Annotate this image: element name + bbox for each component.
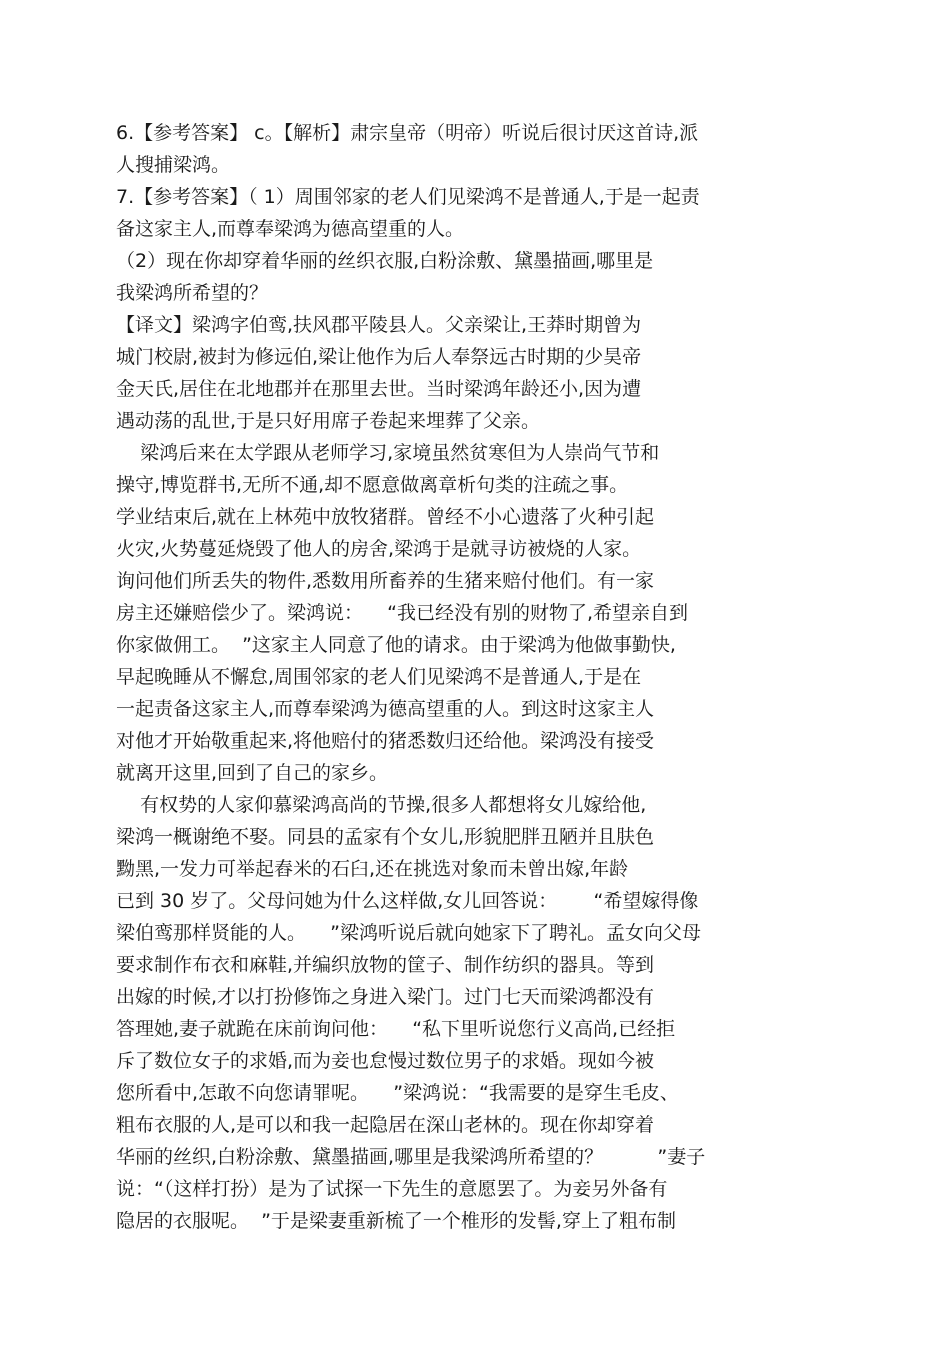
text-line: 对他才开始敬重起来,将他赔付的猪悉数归还给他。梁鸿没有接受: [116, 730, 655, 752]
text-line: 要求制作布衣和麻鞋,并编织放物的筐子、制作纺织的器具。等到: [116, 954, 655, 976]
text-line: 粗布衣服的人,是可以和我一起隐居在深山老林的。现在你却穿着: [116, 1114, 655, 1136]
text-line: 您所看中,怎敢不向您请罪呢。 ”梁鸿说：“我需要的是穿生毛皮、: [116, 1082, 679, 1104]
text-line: （2）现在你却穿着华丽的丝织衣服,白粉涂敷、黛墨描画,哪里是: [116, 250, 654, 272]
text-line: 【译文】梁鸿字伯鸾,扶风郡平陵县人。父亲梁让,王莽时期曾为: [116, 314, 642, 336]
text-line: 就离开这里,回到了自己的家乡。: [116, 762, 389, 784]
text-line: 一起责备这家主人,而尊奉梁鸿为德高望重的人。到这时这家主人: [116, 698, 655, 720]
text-line: 6.【参考答案】 c。【解析】肃宗皇帝（明帝）听说后很讨厌这首诗,派: [116, 122, 699, 144]
document-body: [116, 117, 816, 1237]
text-line: 询问他们所丢失的物件,悉数用所畜养的生猪来赔付他们。有一家: [116, 570, 655, 592]
text-line: 人搜捕梁鸿。: [116, 154, 231, 176]
text-line: 有权势的人家仰慕梁鸿高尚的节操,很多人都想将女儿嫁给他,: [116, 794, 647, 816]
text-line: 梁鸿一概谢绝不娶。同县的孟家有个女儿,形貌肥胖丑陋并且肤色: [116, 826, 655, 848]
text-line: 隐居的衣服呢。 ”于是梁妻重新梳了一个椎形的发髻,穿上了粗布制: [116, 1210, 676, 1232]
text-line: 遇动荡的乱世,于是只好用席子卷起来埋葬了父亲。: [116, 410, 541, 432]
text-line: 房主还嫌赔偿少了。梁鸿说： “我已经没有别的财物了,希望亲自到: [116, 602, 689, 624]
text-line: 早起晚睡从不懈怠,周围邻家的老人们见梁鸿不是普通人,于是在: [116, 666, 642, 688]
text-line: 答理她,妻子就跪在床前询问他： “私下里听说您行义高尚,已经拒: [116, 1018, 676, 1040]
text-line: 华丽的丝织,白粉涂敷、黛墨描画,哪里是我梁鸿所希望的？ ”妻子: [116, 1146, 706, 1168]
text-line: 已到 30 岁了。父母问她为什么这样做,女儿回答说： “希望嫁得像: [116, 890, 699, 912]
text-line: 斥了数位女子的求婚,而为妾也怠慢过数位男子的求婚。现如今被: [116, 1050, 655, 1072]
text-line: 城门校尉,被封为修远伯,梁让他作为后人奉祭远古时期的少昊帝: [116, 346, 642, 368]
text-line: 7.【参考答案】（ 1）周围邻家的老人们见梁鸿不是普通人,于是一起责: [116, 186, 700, 208]
text-line: 金天氏,居住在北地郡并在那里去世。当时梁鸿年龄还小,因为遭: [116, 378, 642, 400]
text-line: 我梁鸿所希望的？: [116, 282, 269, 304]
text-line: 出嫁的时候,才以打扮修饰之身进入梁门。过门七天而梁鸿都没有: [116, 986, 655, 1008]
text-line: 黝黑,一发力可举起舂米的石臼,还在挑选对象而未曾出嫁,年龄: [116, 858, 629, 880]
text-line: 说：“（这样打扮）是为了试探一下先生的意愿罢了。为妾另外备有: [116, 1178, 668, 1200]
text-line: 学业结束后,就在上林苑中放牧猪群。曾经不小心遗落了火种引起: [116, 506, 655, 528]
text-line: 梁鸿后来在太学跟从老师学习,家境虽然贫寒但为人崇尚气节和: [116, 442, 660, 464]
text-line: 操守,博览群书,无所不通,却不愿意做离章析句类的注疏之事。: [116, 474, 629, 496]
text-line: 火灾,火势蔓延烧毁了他人的房舍,梁鸿于是就寻访被烧的人家。: [116, 538, 642, 560]
text-line: 你家做佣工。 ”这家主人同意了他的请求。由于梁鸿为他做事勤快,: [116, 634, 676, 656]
text-line: 梁伯鸾那样贤能的人。 ”梁鸿听说后就向她家下了聘礼。孟女向父母: [116, 922, 702, 944]
text-line: 备这家主人,而尊奉梁鸿为德高望重的人。: [116, 218, 465, 240]
